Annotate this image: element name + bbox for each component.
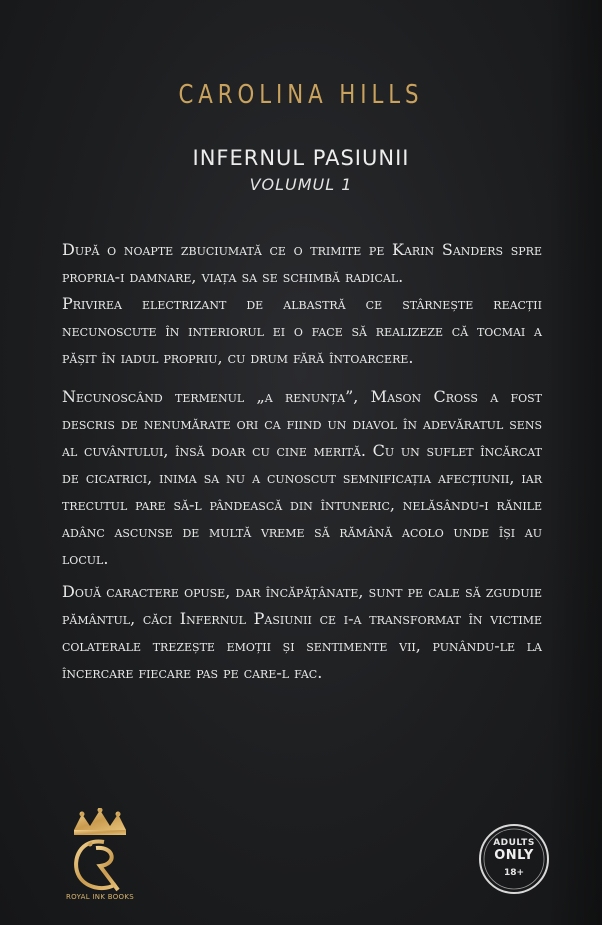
author-name: CAROLINA HILLS [178,80,424,110]
badge-line-1: ADULTS [493,838,535,848]
blurb-paragraph-4: Două caractere opuse, dar încăpățânate, sunt pe cale să zguduie pământul, căci Infernul Pasiunii ce i-a transformat în victime colaterale trezește emoții și sentimente vii, punându-le la încercare fiecare pas pe care-l fac. [62,582,542,682]
blurb-paragraph-3: Necunoscând termenul „a renunța”, Mason Cross a fost descris de nenumărate ori ca fiind un diavol în adevăratul sens al cuvântului, însă doar cu cine merită. Cu un suflet încărcat de cicatrici, inima sa nu a cunoscut semnificația afecțiunii, iar trecutul pare să-l pândească din întuneric, nelăsându-i rănile adânc ascunse de multă vreme să rămână acolo unde își au locul. [62,387,542,568]
cover-edge-shadow [548,0,602,925]
badge-line-2: ONLY [494,848,534,863]
book-title: INFERNUL PASIUNII [192,146,410,170]
blurb-paragraph-2: Privirea electrizant de albastră ce stârnește reacții necunoscute în interiorul ei o face să realizeze că tocmai a pășit în iadul propriu, cu drum fără întoarcere. [62,294,542,367]
volume-label: VOLUMUL 1 [249,175,353,194]
blurb-paragraph-1: După o noapte zbuciumată ce o trimite pe Karin Sanders spre propria-i damnare, viața sa se schimbă radical. [62,240,542,286]
publisher-name: ROYAL INK BOOKS [66,893,134,901]
badge-line-3: 18+ [503,868,525,878]
blurb-text [62,236,542,686]
